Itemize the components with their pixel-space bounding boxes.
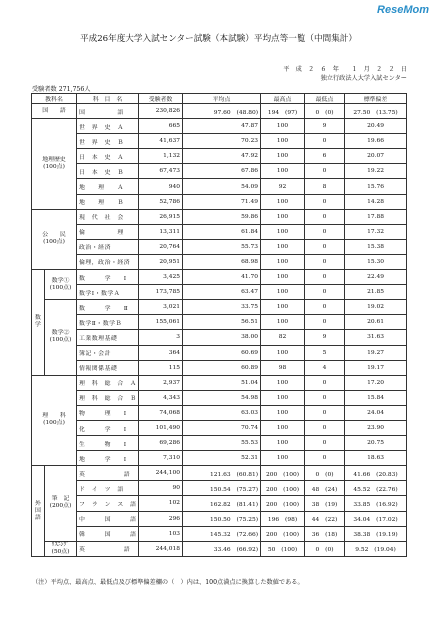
average-score: 97.60 (48.80)	[183, 104, 261, 119]
average-score: 52.31	[183, 451, 261, 466]
page-title: 平成26年度大学入試センター試験（本試験）平均点等一覧（中間集計）	[80, 34, 357, 44]
average-score: 47.92	[183, 149, 261, 164]
organization-name: 独立行政法人大学入試センター	[320, 75, 407, 82]
group-hikki-points: (200点)	[49, 503, 72, 510]
examinee-count: 244,100	[139, 466, 183, 481]
subject-name: 物 理 Ⅰ	[77, 405, 139, 420]
subject-name: 工業数理基礎	[77, 330, 139, 345]
header-subject-group: 教科名	[32, 94, 77, 104]
average-score: 150.50 (75.25)	[183, 511, 261, 526]
max-score: 100	[261, 420, 305, 435]
examinee-count: 101,490	[139, 420, 183, 435]
table-header-row	[32, 94, 407, 104]
min-score: 0	[305, 315, 345, 330]
average-score: 162.82 (81.41)	[183, 496, 261, 511]
group-suugaku2-label: 数学②	[51, 330, 70, 337]
max-score: 50 (100)	[261, 541, 305, 556]
group-hikki-label: 筆 記	[51, 496, 70, 503]
max-score: 100	[261, 270, 305, 285]
average-score: 41.70	[183, 270, 261, 285]
standard-deviation: 41.66 (20.83)	[345, 466, 407, 481]
examinee-count: 67,473	[139, 164, 183, 179]
examinee-count: 90	[139, 481, 183, 496]
standard-deviation: 23.90	[345, 420, 407, 435]
table-row	[32, 300, 407, 315]
examinee-count: 3	[139, 330, 183, 345]
standard-deviation: 14.28	[345, 194, 407, 209]
subject-name: 世 界 史 Ａ	[77, 119, 139, 134]
min-score: 0	[305, 390, 345, 405]
table-row	[32, 345, 407, 360]
max-score: 200 (100)	[261, 466, 305, 481]
group-hikki	[45, 466, 77, 541]
min-score: 0	[305, 270, 345, 285]
average-score: 145.32 (72.66)	[183, 526, 261, 541]
subject-name: 国 語	[77, 104, 139, 119]
subject-name: 英 語	[77, 541, 139, 556]
max-score: 100	[261, 119, 305, 134]
group-suugaku1-points: (100点)	[49, 284, 72, 291]
standard-deviation: 17.20	[345, 375, 407, 390]
min-score: 0	[305, 254, 345, 269]
standard-deviation: 27.50 (13.75)	[345, 104, 407, 119]
resemom-logo: ReseMom	[377, 4, 429, 16]
examinee-count: 74,068	[139, 405, 183, 420]
subject-name: 現 代 社 会	[77, 209, 139, 224]
examinee-count: 103	[139, 526, 183, 541]
examinee-count: 173,785	[139, 285, 183, 300]
max-score: 196 (98)	[261, 511, 305, 526]
subject-name: 理 科 総 合 Ｂ	[77, 390, 139, 405]
subject-name: 英 語	[77, 466, 139, 481]
min-score: 0	[305, 300, 345, 315]
subject-name: 数学Ⅱ・数学Ｂ	[77, 315, 139, 330]
max-score: 200 (100)	[261, 496, 305, 511]
table-row	[32, 179, 407, 194]
min-score: 36 (18)	[305, 526, 345, 541]
subject-name: 数 学 Ⅰ	[77, 270, 139, 285]
table-row	[32, 134, 407, 149]
subject-name: 化 学 Ⅰ	[77, 420, 139, 435]
examinee-count: 13,311	[139, 224, 183, 239]
max-score: 100	[261, 390, 305, 405]
header-subject: 科 目 名	[77, 94, 139, 104]
max-score: 92	[261, 179, 305, 194]
header-min: 最低点	[305, 94, 345, 104]
standard-deviation: 19.02	[345, 300, 407, 315]
subject-name: 地 理 Ｂ	[77, 194, 139, 209]
max-score: 100	[261, 239, 305, 254]
group-suugaku1-label: 数学①	[51, 277, 70, 284]
table-row	[32, 104, 407, 119]
standard-deviation: 18.63	[345, 451, 407, 466]
group-rika	[32, 375, 77, 466]
max-score: 100	[261, 285, 305, 300]
standard-deviation: 21.85	[345, 285, 407, 300]
max-score: 100	[261, 194, 305, 209]
subject-name: 中 国 語	[77, 511, 139, 526]
average-score: 70.23	[183, 134, 261, 149]
examinee-count: 230,826	[139, 104, 183, 119]
group-chireki	[32, 119, 77, 210]
average-score: 56.51	[183, 315, 261, 330]
average-score: 63.47	[183, 285, 261, 300]
min-score: 0	[305, 420, 345, 435]
standard-deviation: 20.07	[345, 149, 407, 164]
max-score: 100	[261, 436, 305, 451]
group-rika-label: 理 科	[42, 413, 66, 420]
standard-deviation: 20.75	[345, 436, 407, 451]
standard-deviation: 9.52 (19.04)	[345, 541, 407, 556]
table-row	[32, 224, 407, 239]
min-score: 9	[305, 119, 345, 134]
standard-deviation: 15.38	[345, 239, 407, 254]
table-row	[32, 149, 407, 164]
standard-deviation: 38.38 (19.19)	[345, 526, 407, 541]
table-row	[32, 360, 407, 375]
group-suugaku1	[45, 270, 77, 300]
examinee-count: 20,951	[139, 254, 183, 269]
examinee-count: 3,021	[139, 300, 183, 315]
standard-deviation: 34.04 (17.02)	[345, 511, 407, 526]
min-score: 0	[305, 164, 345, 179]
group-gaikoku: 外国語	[32, 466, 45, 557]
min-score: 0	[305, 209, 345, 224]
subject-name: ド イ ツ 語	[77, 481, 139, 496]
table-row	[32, 315, 407, 330]
max-score: 100	[261, 300, 305, 315]
score-table	[31, 93, 407, 557]
group-chireki-label: 地理歴史	[42, 156, 66, 163]
table-row	[32, 526, 407, 541]
min-score: 0 (0)	[305, 541, 345, 556]
subject-name: 情報関係基礎	[77, 360, 139, 375]
min-score: 0 (0)	[305, 466, 345, 481]
max-score: 100	[261, 134, 305, 149]
group-listening-label: ﾘｽﾆﾝｸﾞ	[51, 541, 70, 548]
publish-date: 平 成 ２ ６ 年 １ 月 ２ ２ 日	[283, 66, 407, 73]
group-kokugo: 国 語	[32, 104, 77, 119]
min-score: 8	[305, 179, 345, 194]
min-score: 48 (24)	[305, 481, 345, 496]
table-row	[32, 194, 407, 209]
max-score: 82	[261, 330, 305, 345]
average-score: 55.53	[183, 436, 261, 451]
average-score: 33.75	[183, 300, 261, 315]
table-row	[32, 270, 407, 285]
average-score: 47.87	[183, 119, 261, 134]
examinee-count: 41,637	[139, 134, 183, 149]
standard-deviation: 20.61	[345, 315, 407, 330]
average-score: 61.84	[183, 224, 261, 239]
max-score: 194 (97)	[261, 104, 305, 119]
header-sd: 標準偏差	[345, 94, 407, 104]
group-koumin-label: 公 民	[42, 232, 66, 239]
table-row	[32, 285, 407, 300]
min-score: 0	[305, 451, 345, 466]
standard-deviation: 19.22	[345, 164, 407, 179]
standard-deviation: 33.85 (16.92)	[345, 496, 407, 511]
table-row	[32, 375, 407, 390]
min-score: 0	[305, 375, 345, 390]
table-row	[32, 330, 407, 345]
max-score: 200 (100)	[261, 481, 305, 496]
average-score: 68.98	[183, 254, 261, 269]
average-score: 60.69	[183, 345, 261, 360]
min-score: 38 (19)	[305, 496, 345, 511]
examinee-count: 26,915	[139, 209, 183, 224]
max-score: 100	[261, 315, 305, 330]
group-koumin-points: (100点)	[43, 239, 65, 246]
standard-deviation: 31.63	[345, 330, 407, 345]
min-score: 0	[305, 134, 345, 149]
examinee-count: 20,764	[139, 239, 183, 254]
examinee-count: 155,061	[139, 315, 183, 330]
table-row	[32, 420, 407, 435]
table-row	[32, 436, 407, 451]
table-row	[32, 451, 407, 466]
subject-name: 数学Ⅰ・数学Ａ	[77, 285, 139, 300]
table-row	[32, 254, 407, 269]
subject-name: 生 物 Ⅰ	[77, 436, 139, 451]
subject-name: 地 学 Ⅰ	[77, 451, 139, 466]
table-row	[32, 481, 407, 496]
examinee-count: 69,286	[139, 436, 183, 451]
max-score: 100	[261, 345, 305, 360]
examinee-count: 102	[139, 496, 183, 511]
group-chireki-points: (100点)	[43, 163, 65, 170]
subject-name: 簿記・会計	[77, 345, 139, 360]
max-score: 100	[261, 164, 305, 179]
examinee-count: 940	[139, 179, 183, 194]
standard-deviation: 17.88	[345, 209, 407, 224]
table-row	[32, 209, 407, 224]
footnote: （注）平均点、最高点、最低点及び標準偏差欄の（ ）内は、100点満点に換算した数値である。	[32, 579, 304, 586]
group-suugaku2	[45, 300, 77, 375]
max-score: 200 (100)	[261, 526, 305, 541]
max-score: 100	[261, 149, 305, 164]
table-row	[32, 405, 407, 420]
min-score: 9	[305, 330, 345, 345]
table-row	[32, 390, 407, 405]
examinee-count: 3,425	[139, 270, 183, 285]
average-score: 38.00	[183, 330, 261, 345]
subject-name: 韓 国 語	[77, 526, 139, 541]
min-score: 0 (0)	[305, 104, 345, 119]
group-listening-points: (50点)	[51, 548, 70, 555]
subject-name: 地 理 Ａ	[77, 179, 139, 194]
subject-name: 理 科 総 合 Ａ	[77, 375, 139, 390]
group-listening	[45, 541, 77, 556]
standard-deviation: 19.17	[345, 360, 407, 375]
examinee-count: 296	[139, 511, 183, 526]
group-rika-points: (100点)	[43, 420, 65, 427]
average-score: 150.54 (75.27)	[183, 481, 261, 496]
examinee-count: 115	[139, 360, 183, 375]
max-score: 100	[261, 451, 305, 466]
average-score: 33.46 (66.92)	[183, 541, 261, 556]
header-average: 平均点	[183, 94, 261, 104]
examinee-count: 2,937	[139, 375, 183, 390]
header-examinees: 受験者数	[139, 94, 183, 104]
table-row	[32, 511, 407, 526]
standard-deviation: 22.49	[345, 270, 407, 285]
min-score: 0	[305, 405, 345, 420]
max-score: 100	[261, 254, 305, 269]
average-score: 67.86	[183, 164, 261, 179]
average-score: 54.09	[183, 179, 261, 194]
subject-name: 政治・経済	[77, 239, 139, 254]
min-score: 0	[305, 224, 345, 239]
examinee-count: 1,132	[139, 149, 183, 164]
examinee-count: 52,786	[139, 194, 183, 209]
subject-name: 倫 理	[77, 224, 139, 239]
examinee-count: 364	[139, 345, 183, 360]
min-score: 0	[305, 436, 345, 451]
average-score: 59.86	[183, 209, 261, 224]
average-score: 71.49	[183, 194, 261, 209]
min-score: 6	[305, 149, 345, 164]
average-score: 121.63 (60.81)	[183, 466, 261, 481]
min-score: 44 (22)	[305, 511, 345, 526]
max-score: 100	[261, 224, 305, 239]
min-score: 0	[305, 239, 345, 254]
standard-deviation: 19.66	[345, 134, 407, 149]
table-row	[32, 466, 407, 481]
standard-deviation: 15.30	[345, 254, 407, 269]
average-score: 60.89	[183, 360, 261, 375]
standard-deviation: 19.27	[345, 345, 407, 360]
standard-deviation: 17.32	[345, 224, 407, 239]
min-score: 0	[305, 285, 345, 300]
max-score: 100	[261, 209, 305, 224]
standard-deviation: 24.04	[345, 405, 407, 420]
examinee-count: 244,018	[139, 541, 183, 556]
standard-deviation: 20.49	[345, 119, 407, 134]
average-score: 54.98	[183, 390, 261, 405]
average-score: 51.04	[183, 375, 261, 390]
examinee-count: 7,310	[139, 451, 183, 466]
standard-deviation: 15.76	[345, 179, 407, 194]
table-row	[32, 541, 407, 556]
header-max: 最高点	[261, 94, 305, 104]
group-suugaku: 数 学	[32, 270, 45, 376]
max-score: 100	[261, 405, 305, 420]
average-score: 55.73	[183, 239, 261, 254]
average-score: 70.74	[183, 420, 261, 435]
table-row	[32, 496, 407, 511]
group-suugaku2-points: (100点)	[49, 337, 72, 344]
min-score: 4	[305, 360, 345, 375]
table-row	[32, 164, 407, 179]
table-row	[32, 239, 407, 254]
total-examinees: 受験者数 271,756人	[32, 86, 91, 93]
subject-name: フ ラ ン ス 語	[77, 496, 139, 511]
examinee-count: 665	[139, 119, 183, 134]
standard-deviation: 15.84	[345, 390, 407, 405]
subject-name: 倫理，政治・経済	[77, 254, 139, 269]
min-score: 0	[305, 194, 345, 209]
subject-name: 世 界 史 Ｂ	[77, 134, 139, 149]
min-score: 5	[305, 345, 345, 360]
table-row	[32, 119, 407, 134]
subject-name: 日 本 史 Ａ	[77, 149, 139, 164]
subject-name: 数 学 Ⅱ	[77, 300, 139, 315]
group-koumin	[32, 209, 77, 269]
max-score: 98	[261, 360, 305, 375]
subject-name: 日 本 史 Ｂ	[77, 164, 139, 179]
standard-deviation: 45.52 (22.76)	[345, 481, 407, 496]
average-score: 63.03	[183, 405, 261, 420]
examinee-count: 4,343	[139, 390, 183, 405]
max-score: 100	[261, 375, 305, 390]
